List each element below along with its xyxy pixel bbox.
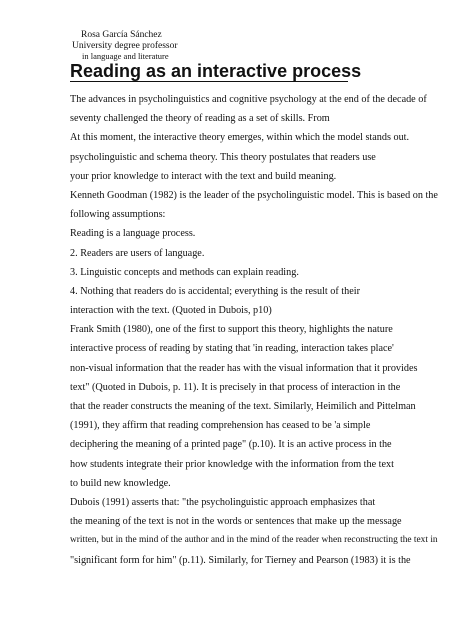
text-line: 4. Nothing that readers do is accidental; everything is the result of their: [70, 285, 360, 297]
text-line: the meaning of the text is not in the words or sentences that make up the message: [70, 516, 402, 528]
text-line: Frank Smith (1980), one of the first to support this theory, highlights the nature: [70, 324, 393, 336]
text-line: seventy challenged the theory of reading as a set of skills. From: [70, 113, 330, 125]
document-title: Reading as an interactive process: [70, 61, 362, 81]
text-line: psycholinguistic and schema theory. This theory postulates that readers use: [70, 151, 376, 163]
text-line: interactive process of reading by stating that 'in reading, interaction takes place': [70, 343, 394, 355]
text-line: written, but in the mind of the author and in the mind of the reader when reconstructing the text in: [70, 535, 438, 546]
author-field: in language and literature: [82, 51, 169, 61]
text-line: Reading is a language process.: [70, 228, 196, 240]
author-name: Rosa García Sánchez: [81, 30, 162, 40]
text-line: (1991), they affirm that reading comprehension has ceased to be 'a simple: [70, 420, 371, 432]
text-line: how students integrate their prior knowledge with the information from the text: [70, 458, 394, 470]
text-line: 2. Readers are users of language.: [70, 247, 205, 259]
author-position: University degree professor: [72, 40, 178, 51]
text-line: interaction with the text. (Quoted in Dubois, p10): [70, 305, 272, 317]
text-line: At this moment, the interactive theory emerges, within which the model stands out.: [70, 132, 410, 144]
text-line: 3. Linguistic concepts and methods can explain reading.: [70, 266, 299, 278]
text-line: text" (Quoted in Dubois, p. 11). It is precisely in that process of interaction in the: [70, 381, 401, 393]
text-line: non-visual information that the reader has with the visual information that it provides: [70, 362, 418, 374]
author-block: [72, 30, 272, 62]
body-text: [70, 90, 460, 570]
text-line: "significant form for him" (p.11). Similarly, for Tierney and Pearson (1983) it is the: [70, 554, 411, 566]
text-line: following assumptions:: [70, 209, 166, 221]
text-line: deciphering the meaning of a printed page" (p.10). It is an active process in the: [70, 439, 392, 451]
text-line: that the reader constructs the meaning of the text. Similarly, Heimilich and Pittelman: [70, 401, 416, 412]
text-line: your prior knowledge to interact with the text and build meaning.: [70, 170, 337, 182]
text-line: Dubois (1991) asserts that: "the psycholinguistic approach emphasizes that: [70, 496, 376, 508]
text-line: The advances in psycholinguistics and cognitive psychology at the end of the decade of: [70, 94, 427, 105]
text-line: to build new knowledge.: [70, 477, 171, 489]
text-line: Kenneth Goodman (1982) is the leader of the psycholinguistic model. This is based on the: [70, 189, 438, 201]
